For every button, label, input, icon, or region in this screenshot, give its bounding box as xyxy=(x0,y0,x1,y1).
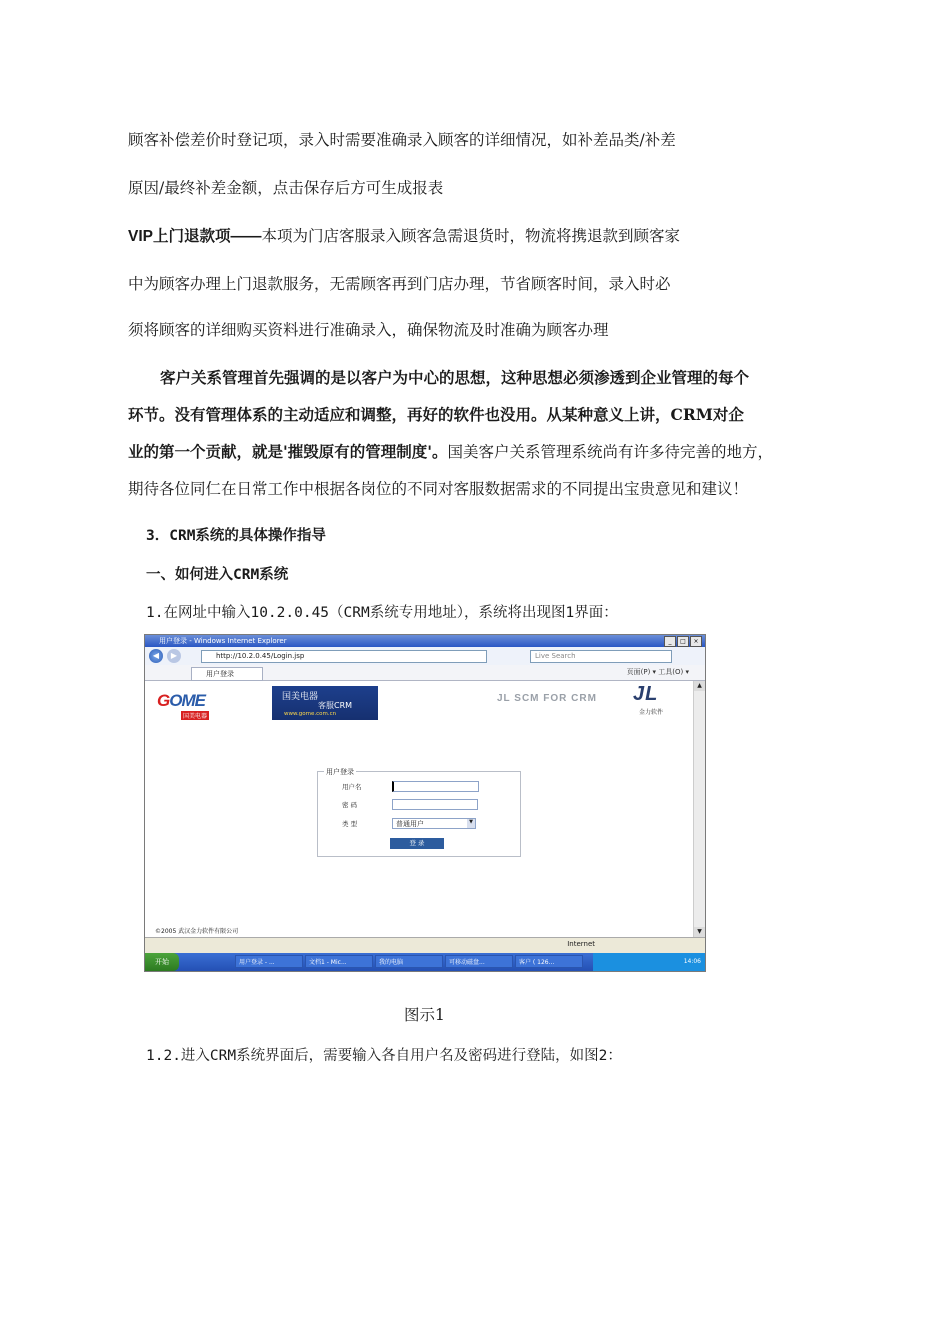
tab-label: 用户登录 xyxy=(206,670,234,678)
login-screenshot xyxy=(144,634,706,972)
figure-caption: 图示1 xyxy=(404,1006,445,1024)
jl-text: JL SCM FOR CRM xyxy=(497,693,597,704)
status-zone: Internet xyxy=(567,940,595,948)
search-field xyxy=(530,650,672,663)
task-item: 我的电脑 xyxy=(375,955,443,968)
tab-bar xyxy=(145,665,705,681)
crm-banner-mid: 客服CRM xyxy=(318,701,353,710)
gome-logo: GOME 国美电器 xyxy=(157,691,208,720)
back-icon: ◀ xyxy=(149,649,163,663)
search-placeholder: Live Search xyxy=(535,652,576,660)
para-line-4: 中为顾客办理上门退款服务，无需顾客再到门店办理，节省顾客时间，录入时必 xyxy=(128,275,671,293)
scroll-down-icon: ▼ xyxy=(694,927,705,937)
toolbar-tools: 页面(P) ▾ 工具(O) ▾ xyxy=(626,668,689,676)
label-username: 用户名 xyxy=(342,783,362,791)
para-line-2: 原因/最终补差金额，点击保存后方可生成报表 xyxy=(128,179,444,197)
crm-para-rest: 国美客户关系管理系统尚有许多待完善的地方， xyxy=(447,443,774,461)
forward-icon: ▶ xyxy=(167,649,181,663)
status-bar xyxy=(145,937,705,953)
task-item: 用户登录 - ... xyxy=(235,955,303,968)
window-title: 用户登录 - Windows Internet Explorer xyxy=(159,637,287,645)
para-line-5: 须将顾客的详细购买资料进行准确录入，确保物流及时准确为顾客办理 xyxy=(128,321,609,339)
gome-logo-cn: 国美电器 xyxy=(183,713,208,720)
vertical-scrollbar xyxy=(693,681,705,937)
tab-login xyxy=(191,667,263,681)
crm-para-line-3 xyxy=(128,440,773,462)
crm-banner-top: 国美电器 xyxy=(282,692,319,702)
para-line-3 xyxy=(128,224,680,246)
jl-branding xyxy=(497,683,677,716)
type-value: 普通用户 xyxy=(396,820,424,828)
dropdown-icon: ▼ xyxy=(467,819,475,828)
address-field xyxy=(201,650,487,663)
minimize-icon: _ xyxy=(664,636,676,647)
step-2-text: 1.2.进入CRM系统界面后，需要输入各自用户名及密码进行登陆，如图2： xyxy=(146,1048,622,1064)
taskbar xyxy=(145,953,705,971)
clock: 14:06 xyxy=(683,958,701,965)
section-heading: 3．CRM系统的具体操作指导 xyxy=(146,528,326,544)
login-box xyxy=(317,768,521,857)
crm-para-line-1: 客户关系管理首先强调的是以客户为中心的思想，这种思想必须渗透到企业管理的每个 xyxy=(160,368,750,387)
copyright-text: ©2005 武汉金力软件有限公司 xyxy=(155,928,239,935)
login-legend: 用户登录 xyxy=(326,768,354,776)
label-type: 类 型 xyxy=(342,820,358,828)
crm-banner xyxy=(272,686,378,720)
crm-para-line-2: 环节。没有管理体系的主动适应和调整，再好的软件也没用。从某种意义上讲，CRM对企 xyxy=(128,405,744,424)
jl-logo: JL xyxy=(633,683,659,705)
page-content xyxy=(145,681,693,937)
task-item: 客户 ( 126... xyxy=(515,955,583,968)
address-bar xyxy=(145,647,705,666)
type-select xyxy=(392,818,476,829)
maximize-icon: □ xyxy=(677,636,689,647)
window-titlebar xyxy=(145,635,705,647)
subsection-heading: 一、如何进入CRM系统 xyxy=(146,567,289,583)
system-tray xyxy=(593,953,705,971)
jl-sub: 金力软件 xyxy=(639,710,664,716)
username-field xyxy=(392,781,479,792)
login-button: 登 录 xyxy=(390,838,444,849)
vip-refund-heading: VIP上门退款项—— xyxy=(128,228,262,245)
vip-refund-text: 本项为门店客服录入顾客急需退货时，物流将携退款到顾客家 xyxy=(261,227,680,245)
crm-banner-url: www.gome.com.cn xyxy=(284,711,337,717)
password-field xyxy=(392,799,478,810)
task-item: 文档1 - Mic... xyxy=(305,955,373,968)
step-1-text: 1.在网址中输入10.2.0.45（CRM系统专用地址），系统将出现图1界面： xyxy=(146,605,618,621)
gome-logo-text: OME xyxy=(169,691,205,710)
crm-contribution-text: 业的第一个贡献，就是'摧毁原有的管理制度'。 xyxy=(128,442,448,461)
para-line-1: 顾客补偿差价时登记项，录入时需要准确录入顾客的详细情况，如补差品类/补差 xyxy=(128,131,676,149)
start-button: 开始 xyxy=(145,953,179,971)
label-password: 密 码 xyxy=(342,801,358,809)
close-icon: × xyxy=(690,636,702,647)
address-text: http://10.2.0.45/Login.jsp xyxy=(216,652,305,660)
scroll-up-icon: ▲ xyxy=(694,681,705,691)
crm-para-line-4: 期待各位同仁在日常工作中根据各岗位的不同对客服数据需求的不同提出宝贵意见和建议！ xyxy=(128,480,749,498)
window-controls xyxy=(664,636,702,647)
task-item: 可移动磁盘... xyxy=(445,955,513,968)
